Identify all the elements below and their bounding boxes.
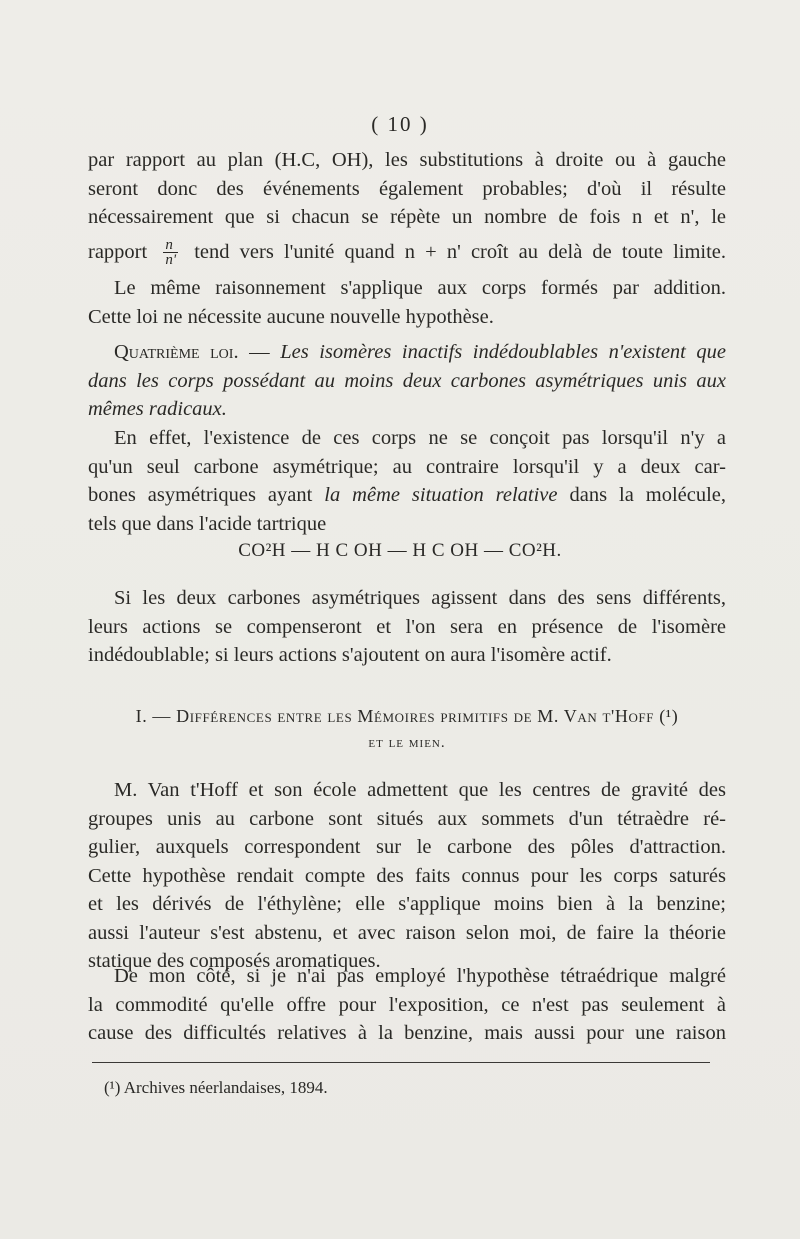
text-line: cause des difficultés relatives à la benzine, mais aussi pour une raison [88, 1022, 726, 1044]
emphasis: la même situation relative [324, 484, 558, 506]
text-line: mêmes radicaux. [88, 398, 227, 420]
fraction-denominator: n' [165, 252, 177, 269]
text-line: dans les corps possédant au moins deux carbones asymétriques unis aux [88, 369, 726, 392]
paragraph-continuation [88, 146, 726, 267]
paragraph [88, 962, 726, 1048]
text-line: et les dérivés de l'éthylène; elle s'applique moins bien à la benzine; [88, 893, 726, 915]
text-line: De mon côté, si je n'ai pas employé l'hypothèse tétraédrique malgré [114, 965, 726, 987]
text-fragment: rapport [88, 240, 148, 263]
text-line: statique des composés aromatiques. [88, 950, 381, 972]
text-fragment: dans la molécule, [569, 484, 727, 506]
footnote-divider [92, 1062, 710, 1063]
section-title: I. — Différences entre les Mémoires primitifs de M. Van t'Hoff (¹) [135, 706, 679, 726]
text-line: M. Van t'Hoff et son école admettent que les centres de gravité des [114, 779, 726, 801]
text-line: aussi l'auteur s'est abstenu, et avec raison selon moi, de faire la théorie [88, 921, 726, 944]
text-line: Cette hypothèse rendait compte des faits connus pour les corps saturés [88, 864, 726, 887]
fraction [163, 238, 178, 267]
text-line: nécessairement que si chacun se répète un nombre de fois n et n', le [88, 206, 726, 228]
text-line: seront donc des événements également probables; d'où il résulte [88, 177, 726, 200]
text-line: tels que dans l'acide tartrique [88, 512, 327, 535]
footnote: (¹) Archives néerlandaises, 1894. [104, 1078, 328, 1097]
paragraph [88, 424, 726, 538]
text-line: Le même raisonnement s'applique aux corps formés par addition. [114, 277, 726, 299]
law-statement [88, 338, 726, 424]
text-line: Cette loi ne nécessite aucune nouvelle hypothèse. [88, 305, 494, 328]
chemical-formula: CO²H — H C OH — H C OH — CO²H. [238, 540, 562, 561]
law-text: Les isomères inactifs indédoublables n'existent que [280, 341, 727, 363]
text-line: qu'un seul carbone asymétrique; au contraire lorsqu'il y a deux car- [88, 455, 726, 478]
text-line: leurs actions se compenseront et l'on sera en présence de l'isomère [88, 615, 726, 638]
text-line: groupes unis au carbone sont situés aux sommets d'un tétraèdre ré- [88, 807, 726, 830]
text-line: gulier, auxquels correspondent sur le carbone des pôles d'attraction. [88, 836, 726, 858]
text-line: indédoublable; si leurs actions s'ajoutent on aura l'isomère actif. [88, 644, 612, 666]
text-line: Si les deux carbones asymétriques agissent dans des sens différents, [114, 587, 726, 609]
text-line [88, 481, 726, 510]
paragraph [88, 274, 726, 331]
section-subtitle: et le mien. [368, 735, 446, 751]
page-number: ( 10 ) [371, 112, 429, 136]
law-dash: — [249, 341, 270, 363]
fraction-numerator: n [163, 238, 178, 253]
text-line-with-fraction [88, 238, 726, 268]
text-line: par rapport au plan (H.C, OH), les substitutions à droite ou à gauche [88, 149, 726, 171]
paragraph [88, 584, 726, 670]
paragraph [88, 776, 726, 976]
text-fragment: tend vers l'unité quand n + n' croît au delà de toute limite. [194, 240, 727, 263]
law-title: Quatrième loi. [114, 341, 239, 363]
text-line: En effet, l'existence de ces corps ne se conçoit pas lorsqu'il n'y a [114, 427, 726, 449]
text-line [88, 338, 726, 367]
section-heading [88, 706, 726, 752]
text-line: la commodité qu'elle offre pour l'exposition, ce n'est pas seulement à [88, 993, 726, 1016]
text-fragment: bones asymétriques ayant [88, 484, 313, 506]
